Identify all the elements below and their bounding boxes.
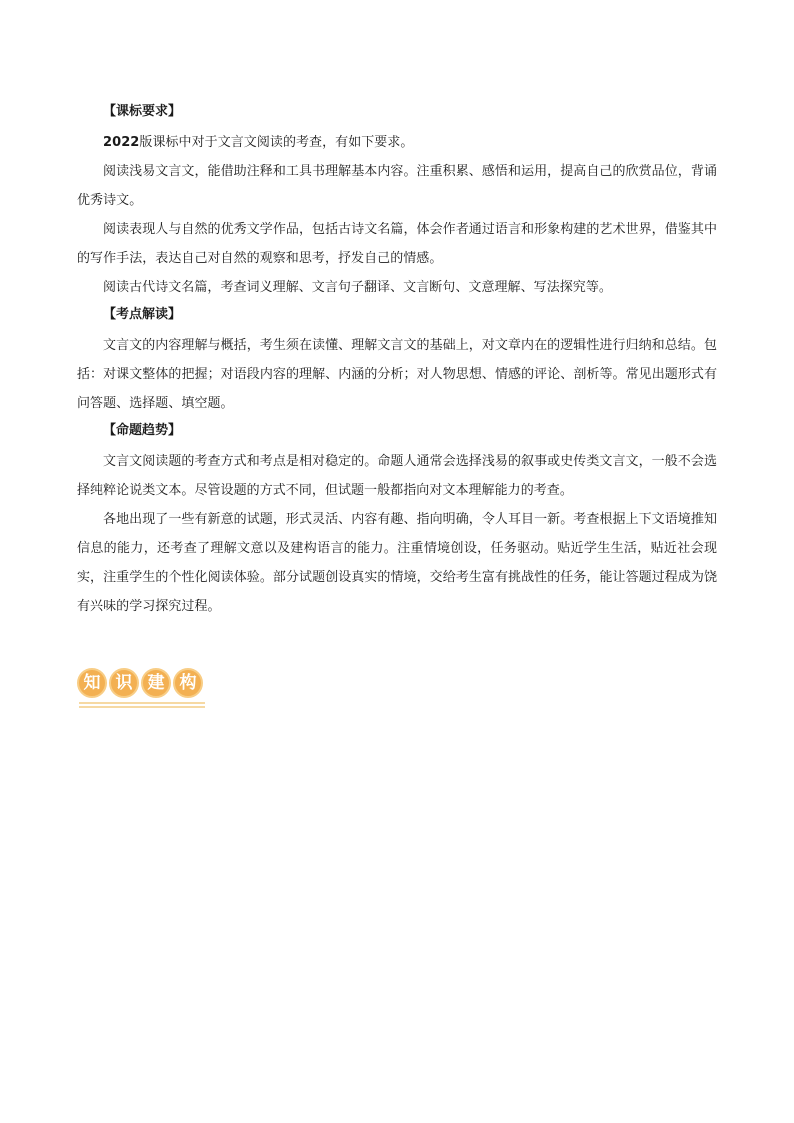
badge-underline-1 (79, 702, 205, 704)
badge-char-3: 建 (141, 668, 171, 698)
badge-underline-2 (79, 706, 205, 708)
paragraph-analysis: 文言文的内容理解与概括，考生须在读懂、理解文言文的基础上，对文章内在的逻辑性进行归纳和总结。包括：对课文整体的把握；对语段内容的理解、内涵的分析；对人物思想、情感的评论、剖析等。常见出题形式有问答题、选择题、填空题。 (77, 338, 717, 411)
badge-char-4: 构 (173, 668, 203, 698)
badge-char-2: 识 (109, 668, 139, 698)
document-body (77, 99, 717, 621)
section-heading-analysis: 【考点解读】 (103, 307, 182, 322)
section-heading-trend: 【命题趋势】 (103, 423, 182, 438)
paragraph-curriculum-1: 阅读浅易文言文，能借助注释和工具书理解基本内容。注重积累、感悟和运用，提高自己的欣赏品位，背诵优秀诗文。 (77, 164, 717, 208)
paragraph-curriculum-2: 阅读表现人与自然的优秀文学作品，包括古诗文名篇，体会作者通过语言和形象构建的艺术世界，借鉴其中的写作手法，表达自己对自然的观察和思考，抒发自己的情感。 (77, 222, 717, 266)
knowledge-construction-badge (77, 668, 217, 712)
section-heading-curriculum: 【课标要求】 (103, 104, 182, 119)
year-label: 2022 (103, 135, 140, 150)
badge-char-1: 知 (77, 668, 107, 698)
paragraph-curriculum-intro (77, 128, 717, 157)
paragraph-trend-2: 各地出现了一些有新意的试题，形式灵活、内容有趣、指向明确，令人耳目一新。考查根据上下文语境推知信息的能力，还考查了理解文意以及建构语言的能力。注重情境创设，任务驱动。贴近学生生活，贴近社会现实，注重学生的个性化阅读体验。部分试题创设真实的情境，交给考生富有挑战性的任务，能让答题过程成为饶有兴味的学习探究过程。 (77, 512, 717, 614)
intro-text: 版课标中对于文言文阅读的考查，有如下要求。 (139, 135, 414, 150)
paragraph-curriculum-3: 阅读古代诗文名篇，考查词义理解、文言句子翻译、文言断句、文意理解、写法探究等。 (103, 280, 612, 295)
paragraph-trend-1: 文言文阅读题的考查方式和考点是相对稳定的。命题人通常会选择浅易的叙事或史传类文言文，一般不会选择纯粹论说类文本。尽管设题的方式不同，但试题一般都指向对文本理解能力的考查。 (77, 454, 717, 498)
